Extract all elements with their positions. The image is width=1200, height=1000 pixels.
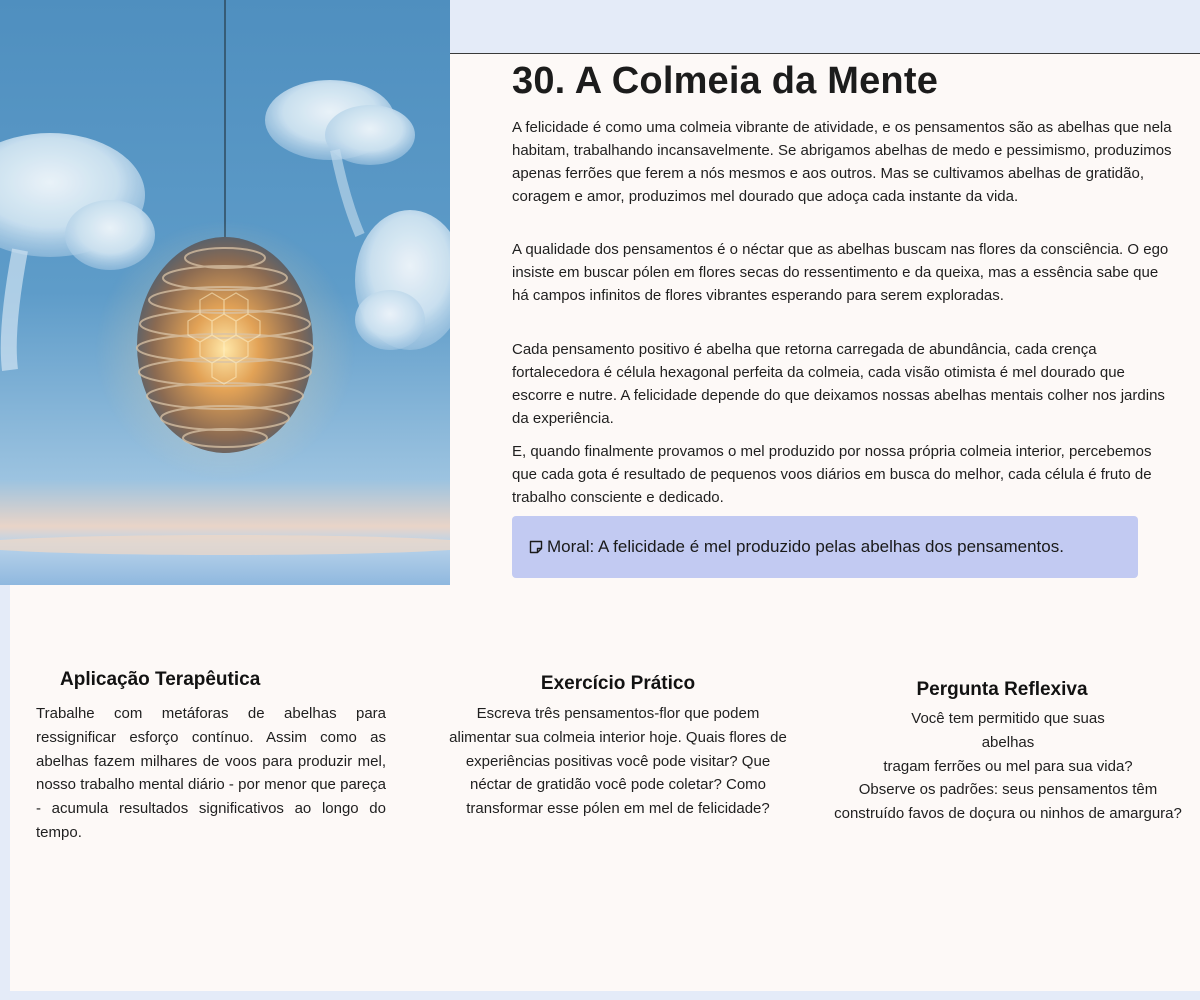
page-frame-left [0,585,10,1000]
page-title: 30. A Colmeia da Mente [512,60,939,102]
exercise-title: Exercício Prático [540,673,696,694]
paragraph-4: E, quando finalmente provamos o mel produzido por nossa própria colmeia interior, percebemos que cada gota é resultado de pequenos voos diários em busca do melhor, cada célula é fruto de trabalho consciente e dedicado. [512,443,1152,506]
moral-callout [512,516,1138,578]
paragraph-1: A felicidade é como uma colmeia vibrante de atividade, e os pensamentos são as abelhas que nela habitam, trabalhando incansavelmente. Se abrigamos abelhas de medo e pessimismo, produzimos apenas ferrões que ferem a nós mesmos e aos outros. Mas se cultivamos abelhas de gratidão, coragem e amor, produzimos mel dourado que adoça cada instante da vida. [512,119,1172,205]
reflexive-text [833,707,1183,826]
note-icon [528,539,544,555]
page-frame-bottom [0,991,1200,1000]
paragraph-3: Cada pensamento positivo é abelha que retorna carregada de abundância, cada crença fortalecedora é célula hexagonal perfeita da colmeia, cada visão otimista é mel dourado que escorre e nutre. A felicidade depende do que deixamos nossas abelhas mentais colher nos jardins da experiência. [512,341,1165,427]
reflexive-title: Pergunta Reflexiva [916,679,1088,700]
reflexive-line-2: abelhas [981,733,1035,751]
beehive-lamp-illustration [0,0,450,585]
reflexive-line-1: Você tem permitido que suas [911,710,1105,727]
moral-text: Moral: A felicidade é mel produzido pelas abelhas dos pensamentos. [547,537,1064,556]
therapeutic-title: Aplicação Terapêutica [60,669,261,690]
exercise-text: Escreva três pensamentos-flor que podem alimentar sua colmeia interior hoje. Quais flores de experiências positivas você pode visitar? Que néctar de gratidão você pode coletar? Como transformar esse pólen em mel de felicidade? [449,705,787,818]
top-band [450,0,1200,54]
reflexive-line-4: Observe os padrões: seus pensamentos têm construído favos de doçura ou ninhos de amargura? [834,781,1182,823]
paragraph-2: A qualidade dos pensamentos é o néctar que as abelhas buscam nas flores da consciência. O ego insiste em buscar pólen em flores secas do ressentimento e da queixa, mas a essência sabe que há campos infinitos de flores vibrantes esperando para serem exploradas. [512,241,1169,304]
therapeutic-text: Trabalhe com metáforas de abelhas para ressignificar esforço contínuo. Assim como as abelhas fazem milhares de voos para produzir mel, nosso trabalho mental diário - por menor que pareça - acumula resultados significativos ao longo do tempo. [36,705,386,841]
reflexive-line-3: tragam ferrões ou mel para sua vida? [883,757,1133,775]
